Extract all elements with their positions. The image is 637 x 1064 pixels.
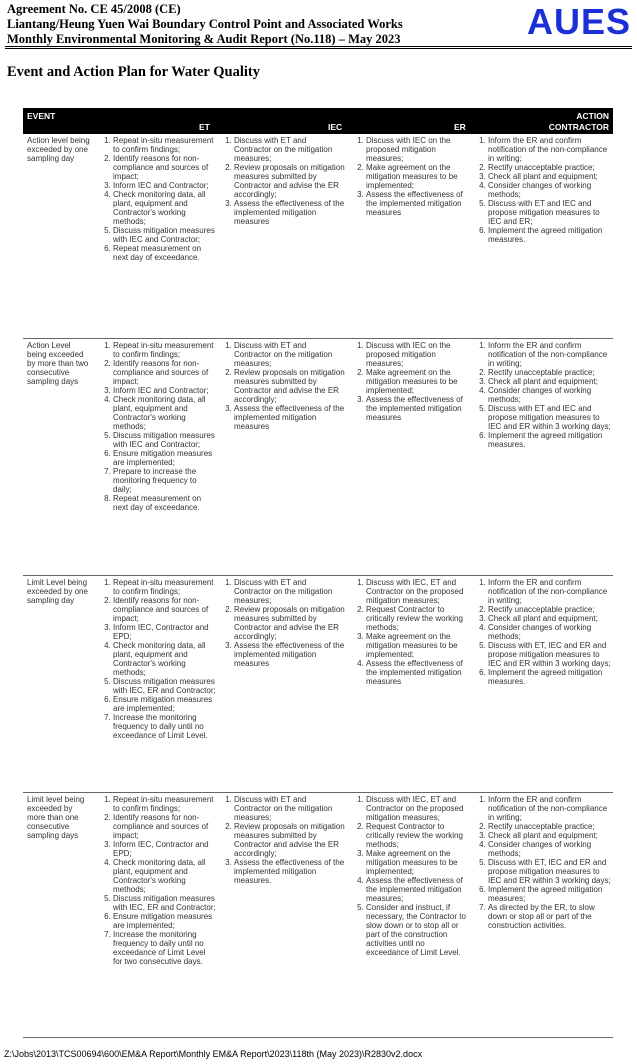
action-item: 6. Repeat measurement on next day of exceedance.	[113, 244, 216, 262]
er-action-list	[353, 578, 469, 686]
action-item: 5. Discuss with ET, IEC and ER and propose mitigation measures to IEC and ER within 3 working days;	[488, 858, 611, 885]
action-item: 4. Check monitoring data, all plant, equipment and Contractor's working methods;	[113, 858, 216, 894]
action-item: 4. Check monitoring data, all plant, equipment and Contractor's working methods;	[113, 190, 216, 226]
action-item: 7. Increase the monitoring frequency to daily until no exceedance of Limit Level.	[113, 713, 216, 740]
table-body	[23, 134, 613, 1038]
action-item: 3. Assess the effectiveness of the implemented mitigation measures	[366, 395, 469, 422]
er-action-list	[353, 341, 469, 422]
action-item: 6. Ensure mitigation measures are implemented;	[113, 695, 216, 713]
et-action-list	[100, 136, 216, 262]
action-item: 3. Assess the effectiveness of the implemented mitigation measures	[366, 190, 469, 217]
et-action-list	[100, 795, 216, 966]
er-actions-cell	[353, 578, 469, 686]
action-item: 5. Discuss with ET, IEC and ER and propose mitigation measures to IEC and ER within 3 working days;	[488, 641, 611, 668]
table-row	[23, 339, 613, 576]
header-iec: IEC	[328, 122, 343, 132]
action-item: 5. Discuss mitigation measures with IEC and Contractor;	[113, 431, 216, 449]
er-actions-cell	[353, 136, 469, 217]
header-contractor: CONTRACTOR	[548, 122, 609, 132]
action-item: 6. Implement the agreed mitigation measures.	[488, 668, 611, 686]
iec-actions-cell	[221, 578, 345, 668]
et-actions-cell	[100, 578, 216, 740]
contractor-actions-cell	[475, 136, 611, 244]
action-item: 3. Inform IEC, Contractor and EPD;	[113, 623, 216, 641]
iec-action-list	[221, 795, 345, 885]
table-row	[23, 134, 613, 339]
action-item: 3. Assess the effectiveness of the implemented mitigation measures	[234, 404, 345, 431]
action-item: 4. Assess the effectiveness of the implemented mitigation measures;	[366, 876, 469, 903]
action-item: 3. Check all plant and equipment;	[488, 614, 611, 623]
action-item: 1. Discuss with IEC on the proposed mitigation measures;	[366, 136, 469, 163]
er-action-list	[353, 136, 469, 217]
contractor-actions-cell	[475, 795, 611, 930]
action-item: 3. Inform IEC, Contractor and EPD;	[113, 840, 216, 858]
action-item: 1. Inform the ER and confirm notification of the non-compliance in writing;	[488, 136, 611, 163]
header-et: ET	[199, 122, 210, 132]
contractor-action-list	[475, 795, 611, 930]
er-actions-cell	[353, 795, 469, 957]
action-item: 1. Repeat in-situ measurement to confirm findings;	[113, 341, 216, 359]
et-actions-cell	[100, 795, 216, 966]
action-item: 2. Review proposals on mitigation measures submitted by Contractor and advise the ER accordingly;	[234, 822, 345, 858]
contractor-action-list	[475, 578, 611, 686]
action-item: 2. Request Contractor to critically review the working methods;	[366, 605, 469, 632]
action-item: 4. Consider changes of working methods;	[488, 181, 611, 199]
action-item: 3. Check all plant and equipment;	[488, 172, 611, 181]
action-item: 2. Identify reasons for non-compliance and sources of impact;	[113, 596, 216, 623]
action-item: 2. Review proposals on mitigation measures submitted by Contractor and advise the ER accordingly;	[234, 368, 345, 404]
action-item: 6. Ensure mitigation measures are implemented;	[113, 912, 216, 930]
action-item: 8. Repeat measurement on next day of exceedance.	[113, 494, 216, 512]
action-item: 1. Discuss with ET and Contractor on the mitigation measures;	[234, 136, 345, 163]
action-item: 4. Consider changes of working methods;	[488, 840, 611, 858]
action-item: 3. Check all plant and equipment;	[488, 831, 611, 840]
action-item: 2. Rectify unacceptable practice;	[488, 368, 611, 377]
iec-action-list	[221, 341, 345, 431]
action-item: 1. Discuss with IEC on the proposed mitigation measures;	[366, 341, 469, 368]
event-cell: Limit level being exceeded by more than one consecutive sampling days	[27, 795, 85, 840]
iec-action-list	[221, 136, 345, 226]
action-item: 2. Make agreement on the mitigation measures to be implemented;	[366, 163, 469, 190]
action-item: 5. Consider and instruct, if necessary, the Contractor to slow down or to stop all or part of the construction activities until no exceedance of Limit Level.	[366, 903, 469, 957]
event-cell: Action level being exceeded by one sampling day	[27, 136, 90, 163]
action-item: 1. Inform the ER and confirm notification of the non-compliance in writing;	[488, 341, 611, 368]
header-divider-2	[5, 48, 632, 49]
iec-actions-cell	[221, 341, 345, 431]
action-item: 3. Assess the effectiveness of the implemented mitigation measures	[234, 641, 345, 668]
action-item: 1. Discuss with ET and Contractor on the mitigation measures;	[234, 341, 345, 368]
action-item: 2. Rectify unacceptable practice;	[488, 163, 611, 172]
action-item: 3. Inform IEC and Contractor;	[113, 386, 216, 395]
action-item: 5. Discuss mitigation measures with IEC and Contractor;	[113, 226, 216, 244]
contractor-actions-cell	[475, 341, 611, 449]
aues-logo: AUES	[526, 1, 631, 42]
action-item: 7. Increase the monitoring frequency to daily until no exceedance of Limit Level for two consecutive days.	[113, 930, 216, 966]
action-item: 2. Identify reasons for non-compliance and sources of impact;	[113, 359, 216, 386]
action-item: 3. Check all plant and equipment;	[488, 377, 611, 386]
iec-action-list	[221, 578, 345, 668]
action-item: 4. Assess the effectiveness of the implemented mitigation measures	[366, 659, 469, 686]
report-title: Monthly Environmental Monitoring & Audit Report (No.118) – May 2023	[7, 32, 401, 46]
action-item: 2. Rectify unacceptable practice;	[488, 822, 611, 831]
er-action-list	[353, 795, 469, 957]
table-row	[23, 576, 613, 793]
et-actions-cell	[100, 136, 216, 262]
action-item: 4. Check monitoring data, all plant, equipment and Contractor's working methods;	[113, 395, 216, 431]
action-item: 3. Assess the effectiveness of the implemented mitigation measures	[234, 199, 345, 226]
iec-actions-cell	[221, 795, 345, 885]
header-divider	[5, 46, 632, 47]
action-item: 1. Repeat in-situ measurement to confirm findings;	[113, 136, 216, 154]
project-title: Liantang/Heung Yuen Wai Boundary Control Point and Associated Works	[7, 17, 403, 31]
action-item: 4. Consider changes of working methods;	[488, 623, 611, 641]
action-item: 5. Discuss with ET and IEC and propose mitigation measures to IEC and ER within 3 working days;	[488, 404, 611, 431]
action-item: 5. Discuss mitigation measures with IEC, ER and Contractor;	[113, 677, 216, 695]
action-item: 2. Make agreement on the mitigation measures to be implemented;	[366, 368, 469, 395]
action-item: 6. Implement the agreed mitigation measures;	[488, 885, 611, 903]
action-item: 2. Review proposals on mitigation measures submitted by Contractor and advise the ER accordingly;	[234, 163, 345, 199]
action-item: 5. Discuss mitigation measures with IEC, ER and Contractor;	[113, 894, 216, 912]
section-title: Event and Action Plan for Water Quality	[7, 64, 260, 80]
header-er: ER	[454, 122, 466, 132]
header-action: ACTION	[576, 111, 609, 121]
action-item: 3. Inform IEC and Contractor;	[113, 181, 216, 190]
action-item: 3. Make agreement on the mitigation measures to be implemented;	[366, 632, 469, 659]
table-header	[23, 108, 613, 134]
action-item: 1. Discuss with IEC, ET and Contractor on the proposed mitigation measures;	[366, 795, 469, 822]
action-item: 1. Repeat in-situ measurement to confirm findings;	[113, 578, 216, 596]
action-item: 1. Discuss with ET and Contractor on the mitigation measures;	[234, 795, 345, 822]
contractor-action-list	[475, 136, 611, 244]
action-item: 2. Request Contractor to critically review the working methods;	[366, 822, 469, 849]
action-item: 6. Implement the agreed mitigation measures.	[488, 226, 611, 244]
agreement-number: Agreement No. CE 45/2008 (CE)	[7, 2, 181, 16]
action-item: 1. Inform the ER and confirm notification of the non-compliance in writing;	[488, 795, 611, 822]
event-cell: Action Level being exceeded by more than two consecutive sampling days	[27, 341, 89, 386]
action-item: 7. As directed by the ER, to slow down or stop all or part of the construction activities.	[488, 903, 611, 930]
action-item: 4. Check monitoring data, all plant, equipment and Contractor's working methods;	[113, 641, 216, 677]
action-item: 3. Make agreement on the mitigation measures to be implemented;	[366, 849, 469, 876]
action-item: 1. Discuss with IEC, ET and Contractor on the proposed mitigation measures;	[366, 578, 469, 605]
action-item: 6. Implement the agreed mitigation measures.	[488, 431, 611, 449]
action-item: 4. Consider changes of working methods;	[488, 386, 611, 404]
file-path-footer: Z:\Jobs\2013\TCS00694\600\EM&A Report\Monthly EM&A Report\2023\118th (May 2023)\R2830v2.docx	[4, 1049, 423, 1059]
event-action-table	[23, 108, 613, 1038]
iec-actions-cell	[221, 136, 345, 226]
action-item: 3. Assess the effectiveness of the implemented mitigation measures.	[234, 858, 345, 885]
action-item: 1. Repeat in-situ measurement to confirm findings;	[113, 795, 216, 813]
header-event: EVENT	[27, 111, 56, 121]
et-actions-cell	[100, 341, 216, 512]
action-item: 1. Discuss with ET and Contractor on the mitigation measures;	[234, 578, 345, 605]
et-action-list	[100, 578, 216, 740]
er-actions-cell	[353, 341, 469, 422]
action-item: 2. Rectify unacceptable practice;	[488, 605, 611, 614]
et-action-list	[100, 341, 216, 512]
action-item: 1. Inform the ER and confirm notification of the non-compliance in writing;	[488, 578, 611, 605]
action-item: 2. Identify reasons for non-compliance and sources of impact;	[113, 154, 216, 181]
contractor-actions-cell	[475, 578, 611, 686]
action-item: 2. Review proposals on mitigation measures submitted by Contractor and advise the ER accordingly;	[234, 605, 345, 641]
table-row	[23, 793, 613, 1038]
action-item: 7. Prepare to increase the monitoring frequency to daily;	[113, 467, 216, 494]
event-cell: Limit Level being exceeded by one sampling day	[27, 578, 88, 605]
contractor-action-list	[475, 341, 611, 449]
action-item: 2. Identify reasons for non-compliance and sources of impact;	[113, 813, 216, 840]
action-item: 6. Ensure mitigation measures are implemented;	[113, 449, 216, 467]
action-item: 5. Discuss with ET and IEC and propose mitigation measures to IEC and ER;	[488, 199, 611, 226]
